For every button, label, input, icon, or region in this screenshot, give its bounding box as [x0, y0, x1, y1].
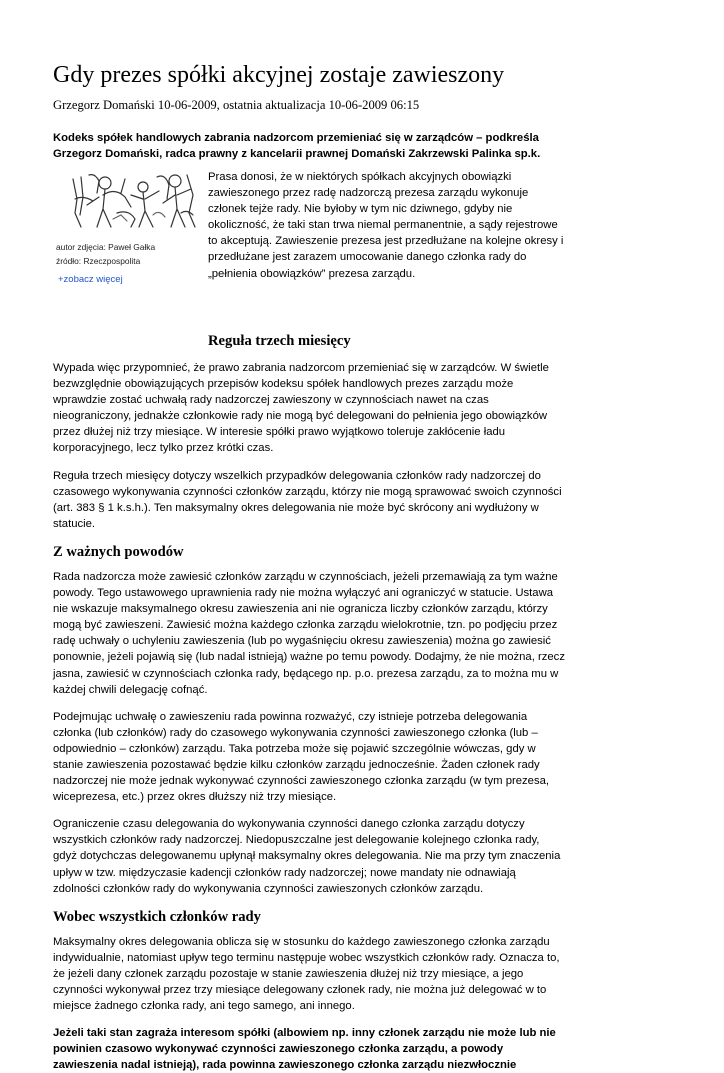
photo-source: źródło: Rzeczpospolita — [56, 256, 141, 266]
article-byline: Grzegorz Domański 10-06-2009, ostatnia aktualizacja 10-06-2009 06:15 — [53, 98, 420, 112]
intro-paragraph: Prasa donosi, że w niektórych spółkach akcyjnych obowiązki zawieszonego przez radę nadzorczą prezesa zarządu wykonuje członek tejże rady. Nie byłoby w tym nic dziwnego, gdyby nie okoliczność, że taki stan trwa niemal permanentnie, a sądy rejestrowe to akceptują. Zawieszenie prezesa jest przedłużane na kolejne okresy i przedłużane jest zarazem umocowanie danego członka rady do „pełnienia obowiązków” prezesa zarządu. — [208, 171, 564, 280]
intro-row — [53, 169, 565, 328]
section-heading-wazne-powody: Z ważnych powodów — [53, 543, 184, 560]
paragraph: Ograniczenie czasu delegowania do wykonywania czynności danego członka zarządu dotyczy wszystkich członków rady nadzorczej. Niedopuszczalne jest delegowanie kolejnego członka rady, gdyż dotychczas delegowanemu upłynął maksymalny okres delegowania. Nie ma przy tym znaczenia upływ w tzw. międzyczasie kadencji członków rady nadzorczej; nowe mandaty nie odnawiają zdolności członków rady do wykonywania czynności zawieszonych członków zarządu. — [53, 818, 561, 895]
article — [53, 58, 565, 1073]
article-figure — [56, 169, 201, 287]
section-heading-wszystkich-czlonkow: Wobec wszystkich członków rady — [53, 908, 261, 925]
article-title: Gdy prezes spółki akcyjnej zostaje zawieszony — [53, 62, 505, 88]
paragraph: Rada nadzorcza może zawiesić członków zarządu w czynnościach, jeżeli przemawiają za tym ważne powody. Tego ustawowego uprawnienia rady nie można wyłączyć ani ograniczyć w statucie. Ustawa nie wskazuje maksymalnego okresu zawieszenia ani nie ogranicza liczby członków zarządu, którzy mogą być zawieszeni. Zawiesić można każdego członka zarządu wielokrotnie, tzn. po podjęciu przez radę uchwały o uchyleniu zawieszenia (lub po wygaśnięciu okresu zawieszenia) można go zawiesić ponownie, jeżeli pojawią się (lub nadal istnieją) ważne po temu powody. Dodajmy, że nie można, rzecz jasna, zawiesić w czynnościach członka rady, będącego np. p.o. prezesa zarządu, za to można mu w każdej chwili delegację cofnąć. — [53, 570, 565, 696]
photo-author: autor zdjęcia: Paweł Gałka — [56, 242, 156, 252]
paragraph: Wypada więc przypomnieć, że prawo zabrania nadzorcom przemieniać się w zarządców. W świetle bezwzględnie obowiązujących przepisów kodeksu spółek handlowych prezes zarządu może wprawdzie zostać uchwałą rady nadzorczej zawieszony w czynnościach nawet na czas nieograniczony, jednakże członkowie rady nie mogą być delegowani do pełnienia jego obowiązków przez dłużej niż trzy miesiące. W interesie spółki prawo wyjątkowo toleruje zakłócenie ładu korporacyjnego, lecz tylko przez krótki czas. — [53, 362, 549, 455]
see-more-link[interactable]: +zobacz więcej — [58, 274, 123, 285]
paragraph: Maksymalny okres delegowania oblicza się w stosunku do każdego zawieszonego członka zarządu indywidualnie, natomiast upływ tego terminu następuje wobec wszystkich członków rady. Oznacza to, że jeżeli dany członek zarządu pozostaje w stanie zawieszenia dłużej niż trzy miesiące, a jego czynności wykonywał przez trzy miesiące delegowany członek rady, nie można już delegować w to miejsce żadnego członka rady, ani tego samego, ani innego. — [53, 935, 560, 1013]
bold-paragraph: Jeżeli taki stan zagraża interesom spółki (albowiem np. inny członek zarządu nie może lub nie powinien czasowo wykonywać czynności zawieszonego członka zarządu, a powody zawieszenia nadal istnieją), rada powinna zawieszonego członka zarządu niezwłocznie — [53, 1027, 556, 1072]
paragraph: Reguła trzech miesięcy dotyczy wszelkich przypadków delegowania członków rady nadzorczej do czasowego wykonywania czynności członków zarządu, którzy nie mogą sprawować swoich czynności (art. 383 § 1 k.s.h.). Ten maksymalny okres delegowania nie może być skrócony ani wydłużony w statucie. — [53, 469, 562, 530]
paragraph: Podejmując uchwałę o zawieszeniu rada powinna rozważyć, czy istnieje potrzeba delegowania członka (lub członków) rady do czasowego wykonywania czynności zawieszonego członka (lub – odpowiednio – członków) zarządu. Taka potrzeba może się pojawić szczególnie wówczas, gdy w stanie zawieszenia pozostawać będzie kilku członków zarządu jednocześnie. Żaden członek rady nadzorczej nie może jednak wykonywać czynności zawieszonego członka zarządu (w tym prezesa, wiceprezesa, etc.) przez okres dłuższy niż trzy miesiące. — [53, 710, 550, 804]
illustration-icon[interactable] — [69, 169, 199, 231]
section-heading-regula: Reguła trzech miesięcy — [208, 333, 351, 349]
article-lead: Kodeks spółek handlowych zabrania nadzorcom przemieniać się w zarządców – podkreśla Grzegorz Domański, radca prawny z kancelarii prawnej Domański Zakrzewski Palinka sp.k. — [53, 132, 541, 160]
